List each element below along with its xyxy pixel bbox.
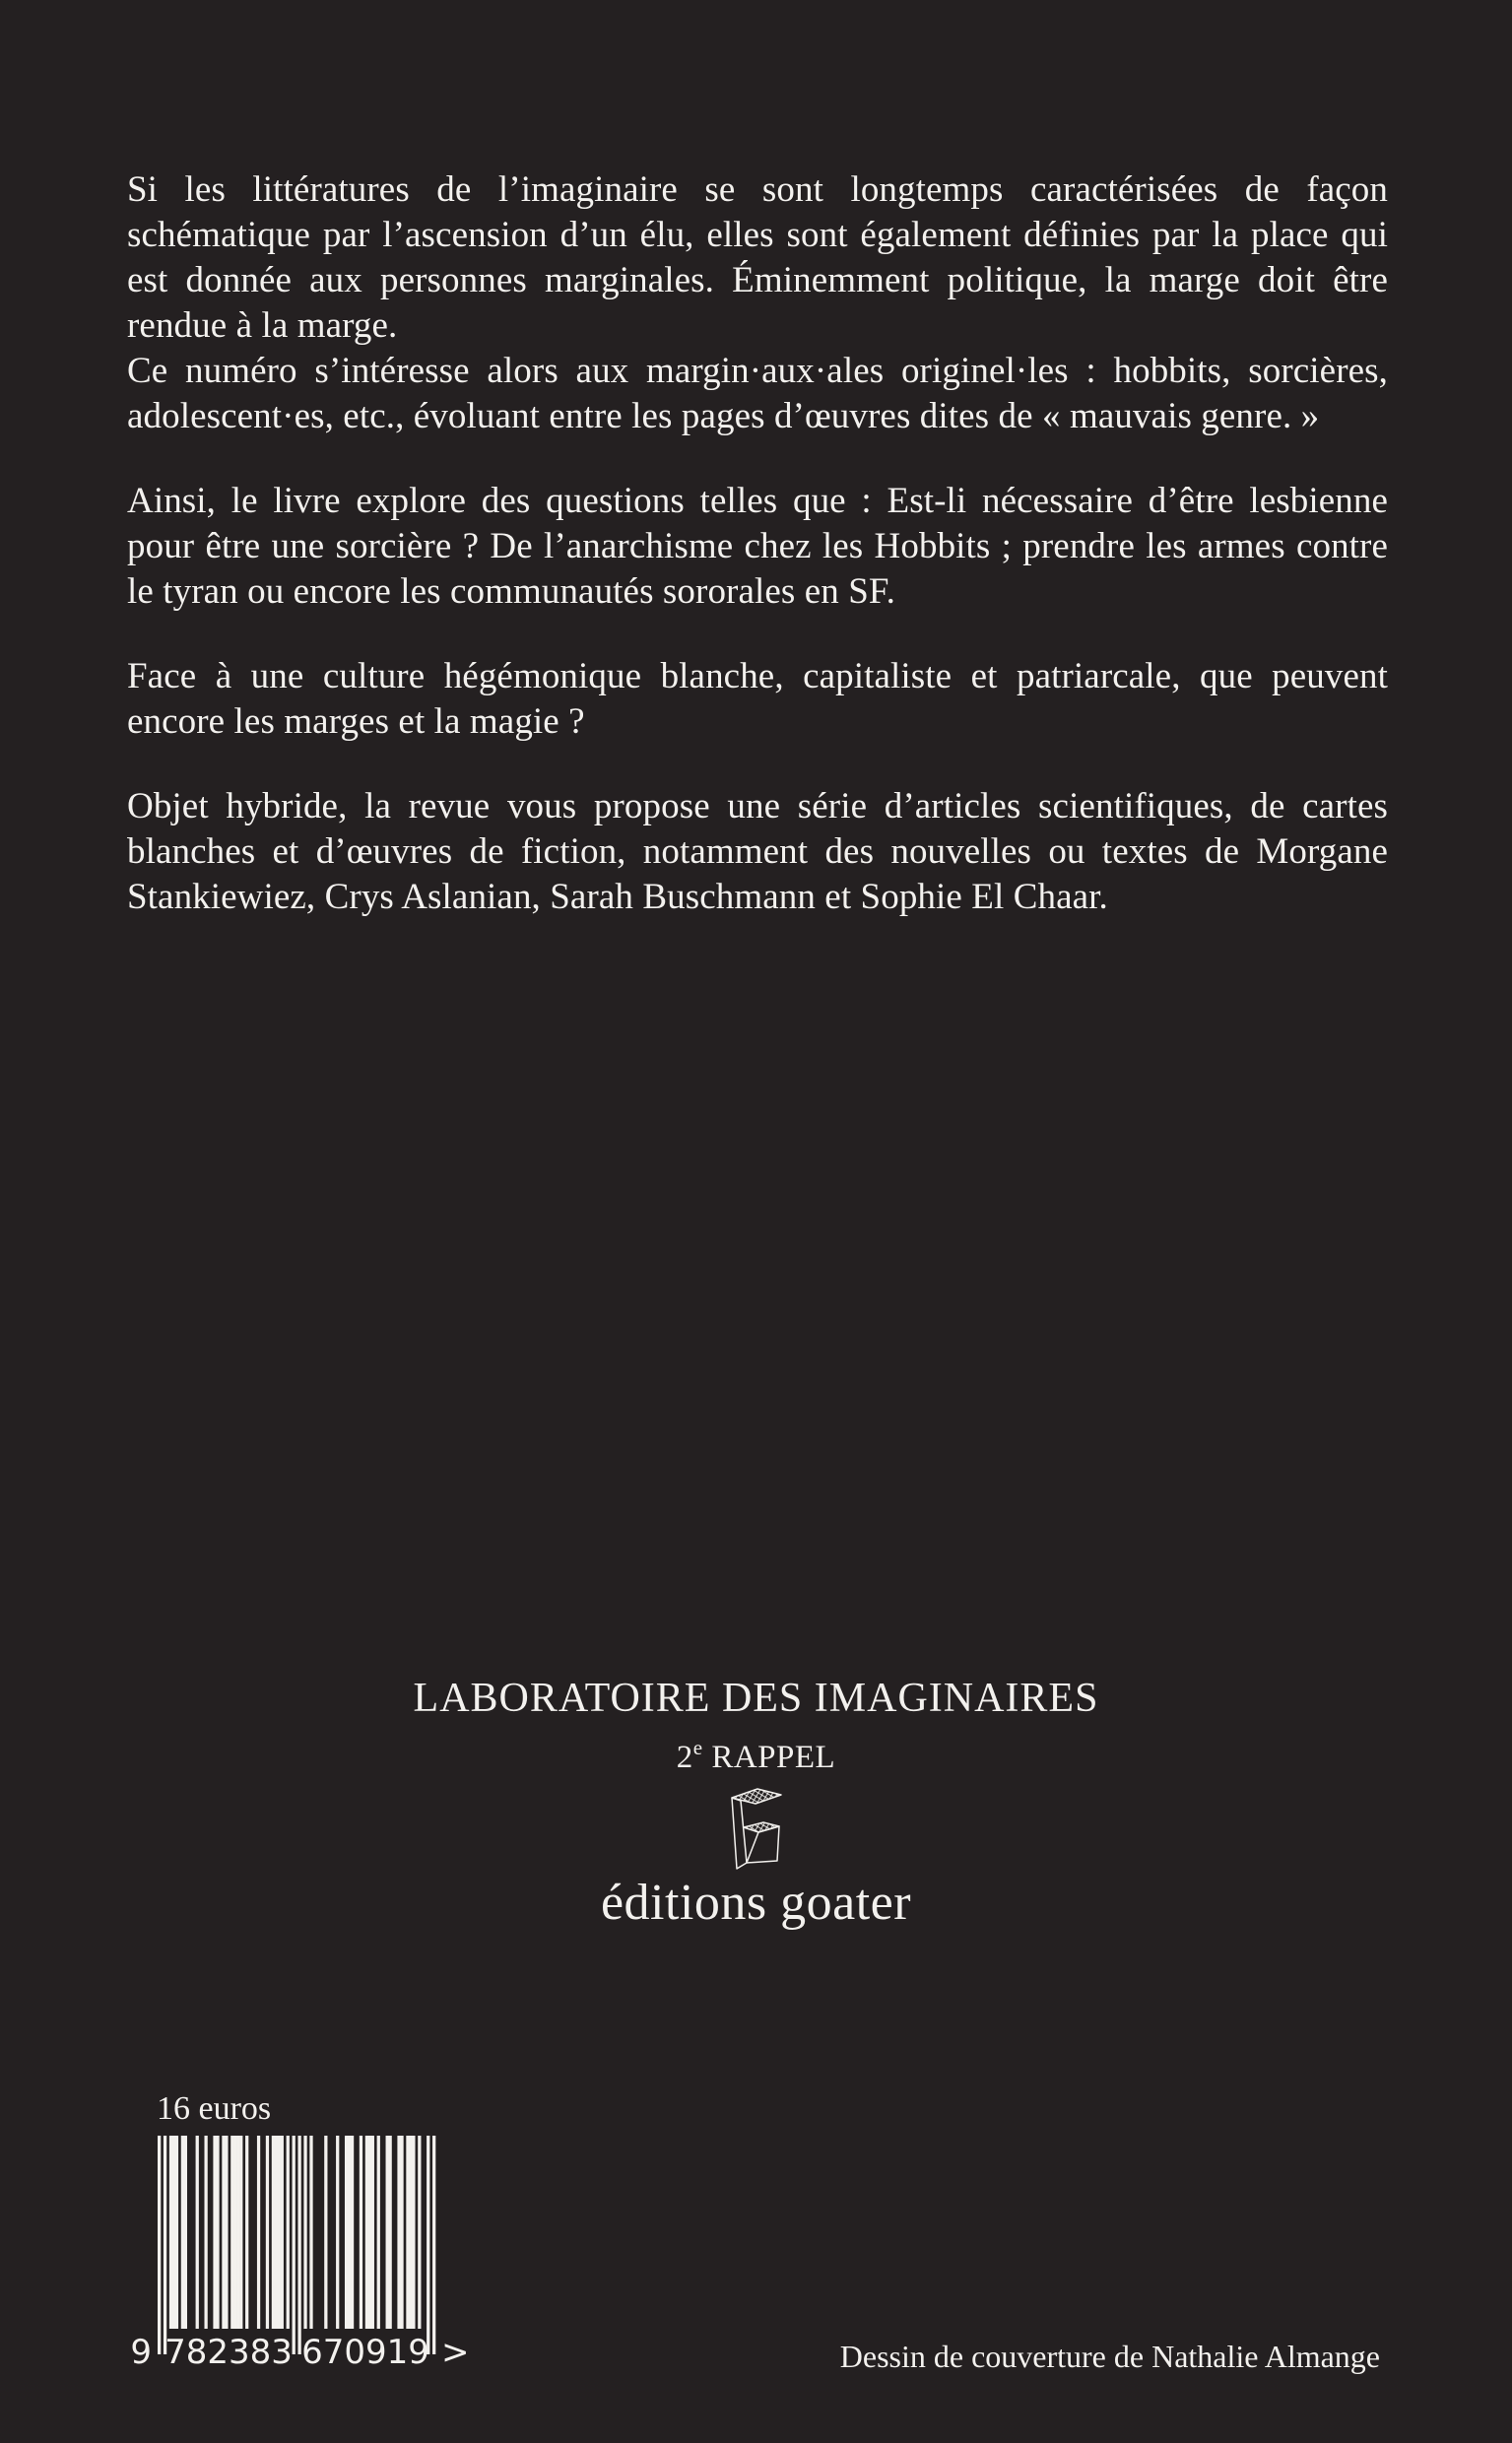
publisher-name: éditions goater bbox=[600, 1875, 912, 1931]
issue-line bbox=[0, 1738, 1512, 1774]
blurb-paragraph: Objet hybride, la revue vous propose une série d’articles scientifiques, de cartes blanches et d’œuvres de fiction, notamment des nouvelles ou textes de Morgane Stankiewiez, Crys Aslanian, Sarah Buschmann et Sophie El Chaar. bbox=[127, 786, 1388, 917]
back-cover-blurb bbox=[127, 167, 1388, 920]
barcode bbox=[122, 2136, 473, 2377]
blurb-paragraph: Si les littératures de l’imaginaire se sont longtemps caractérisées de façon schématique par l’ascension d’un élu, elles sont également définies par la place qui est donnée aux personnes marginales. Éminemment politique, la marge doit être rendue à la marge. bbox=[127, 169, 1388, 346]
cover-credit: Dessin de couverture de Nathalie Almange bbox=[839, 2339, 1380, 2374]
barcode-trailing-mark: > bbox=[441, 2333, 470, 2372]
goater-book-logo bbox=[729, 1785, 784, 1870]
price-label: 16 euros bbox=[157, 2090, 272, 2127]
barcode-leading-digit: 9 bbox=[130, 2333, 152, 2372]
barcode-digits-group1: 782383 bbox=[164, 2333, 293, 2372]
issue-number: 2 bbox=[676, 1740, 693, 1775]
blurb-paragraph: Ainsi, le livre explore des questions telles que : Est-li nécessaire d’être lesbienne pour être une sorcière ? De l’anarchisme chez les Hobbits ; prendre les armes contre le tyran ou encore les communautés sororales en SF. bbox=[127, 481, 1388, 612]
issue-ordinal-suffix: e bbox=[692, 1736, 703, 1759]
blurb-paragraph: Ce numéro s’intéresse alors aux margin·aux·ales originel·les : hobbits, sorcières, adolescent·es, etc., évoluant entre les pages d’œuvres dites de « mauvais genre. » bbox=[127, 351, 1388, 436]
barcode-bars bbox=[158, 2136, 435, 2354]
blurb-paragraph: Face à une culture hégémonique blanche, capitaliste et patriarcale, que peuvent encore les marges et la magie ? bbox=[127, 656, 1388, 742]
issue-label: RAPPEL bbox=[711, 1740, 836, 1775]
series-title: LABORATOIRE DES IMAGINAIRES bbox=[413, 1676, 1099, 1721]
barcode-digits-group2: 670919 bbox=[301, 2333, 429, 2372]
